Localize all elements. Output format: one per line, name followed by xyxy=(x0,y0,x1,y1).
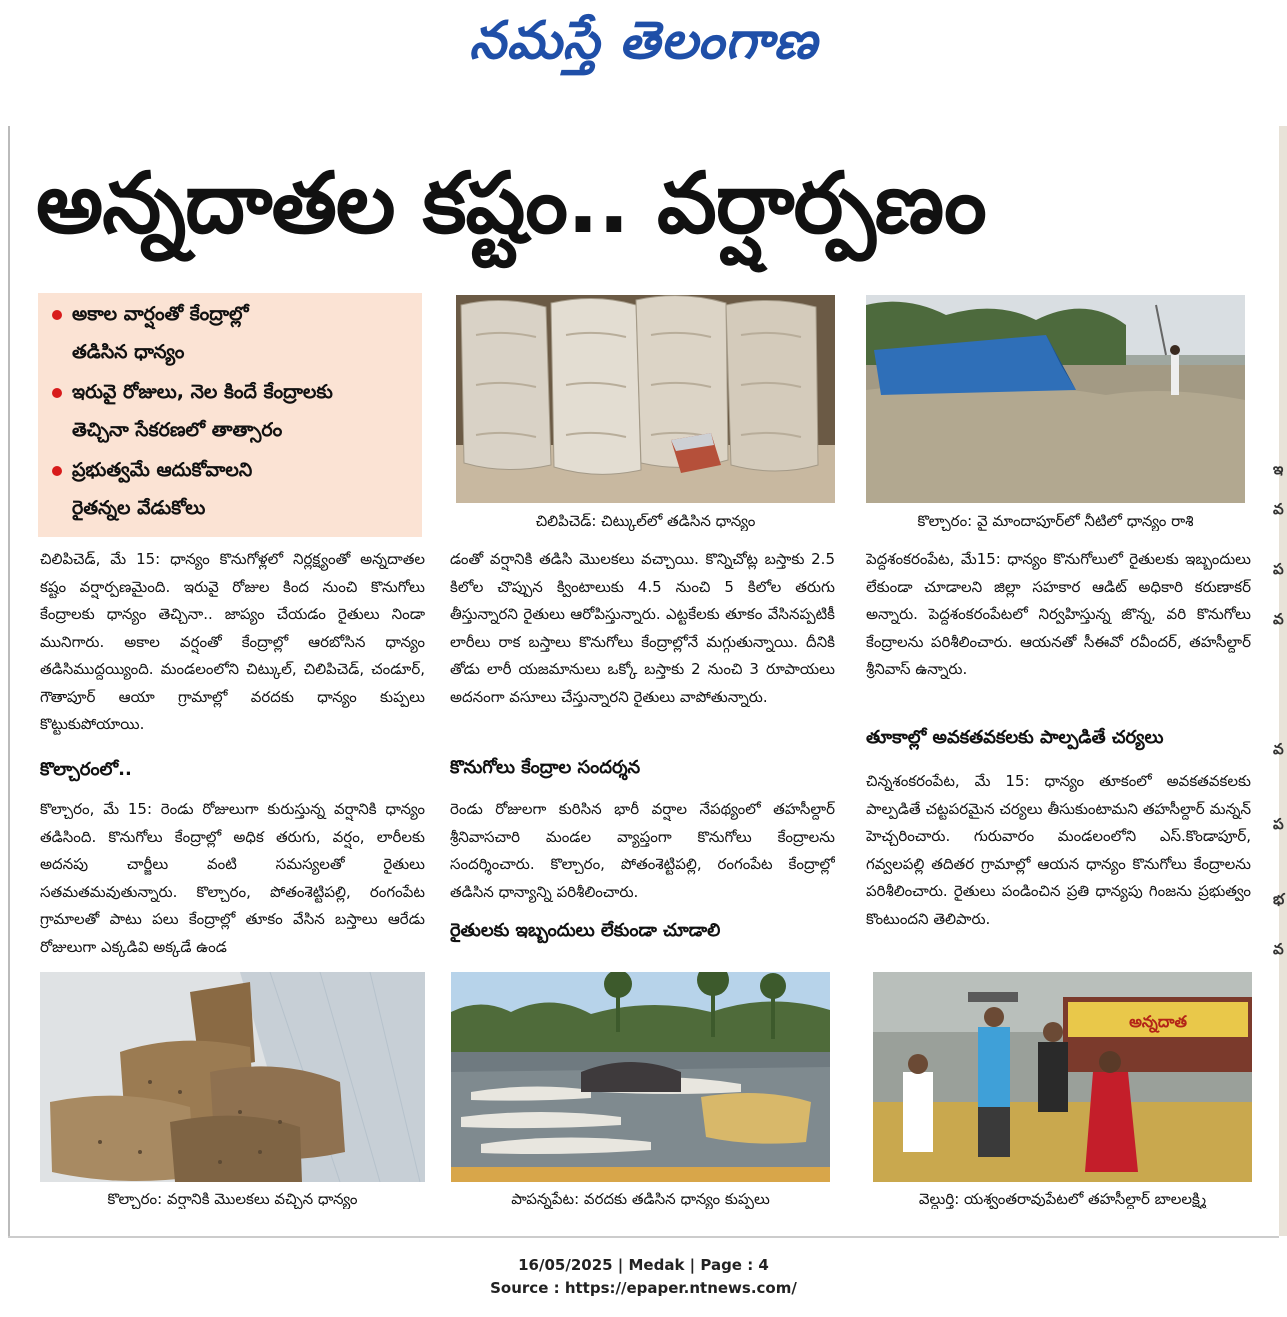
bullet-icon xyxy=(52,310,62,320)
article-col2-body: డంతో వర్షానికి తడిసి మొలకలు వచ్చాయి. కొన్నిచోట్ల బస్తాకు 2.5 కిలోల చొప్పున క్వింటాలుకు 4.5 నుంచి 5 కిలోల తరుగు తీస్తున్నారని రైతులు ఆరోపిస్తున్నారు. ఎట్టకేలకు తూకం వేసినప్పటికీ లారీలు రాక బస్తాలు కొనుగోలు కేంద్రాల్లోనే మగ్గుతున్నాయి. దీనికి తోడు లారీ యజమానులు ఒక్కో బస్తాకు 2 నుంచి 3 రూపాయలు అదనంగా వసూలు చేస్తున్నారని రైతులు వాపోతున్నారు. xyxy=(450,550,835,706)
bullet-icon xyxy=(52,388,62,398)
edge-letter: వ xyxy=(1273,610,1284,628)
photo-caption: కొల్చారం: వై మాందాపూర్‌లో నీటిలో ధాన్యం రాశి xyxy=(917,512,1194,530)
subheading: కొల్చారంలో.. xyxy=(40,759,132,780)
subheading: కొనుగోలు కేంద్రాల సందర్శన xyxy=(450,757,641,778)
highlights-box xyxy=(38,293,422,537)
edge-letter: ప xyxy=(1273,815,1284,833)
main-headline: అన్నదాతల కష్టం.. వర్షార్పణం xyxy=(36,154,986,252)
photo-flooded-grain xyxy=(866,295,1245,503)
article-col3-body: పెద్దశంకరంపేట, మే15: ధాన్యం కొనుగోలులో రైతులకు ఇబ్బందులు లేకుండా చూడాలని జిల్లా సహకార ఆడిట్ అధికారి కరుణాకర్ అన్నారు. పెద్దశంకరంపేటలో నిర్వహిస్తున్న జొన్న, వరి కొనుగోలు కేంద్రాలను పరిశీలించారు. ఆయనతో సీఈవో రవీందర్, తహసీల్దార్ శ్రీనివాస్ ఉన్నారు. xyxy=(866,550,1251,678)
photo-caption: కొల్చారం: వర్షానికి మొలకలు వచ్చిన ధాన్యం xyxy=(107,1190,358,1208)
edge-letter: భ xyxy=(1273,890,1285,908)
photo-sprouted-grain xyxy=(40,972,425,1182)
photo-grain-sacks xyxy=(456,295,835,503)
edge-letter: వ xyxy=(1273,740,1284,758)
photo-flood-heaps xyxy=(451,972,830,1182)
bullet-icon xyxy=(52,466,62,476)
adjacent-page-strip xyxy=(1279,126,1287,1236)
article-col3-body2: చిన్నశంకరంపేట, మే 15: ధాన్యం తూకంలో అవకతవకలకు పాల్పడితే చట్టపరమైన చర్యలు తీసుకుంటామని తహసీల్దార్ మన్నన్ హెచ్చరించారు. గురువారం మండలంలోని ఎస్.కొండాపూర్, గవ్వలపల్లి తదితర గ్రామాల్లో ఆయన ధాన్యం కొనుగోలు కేంద్రాలను పరిశీలించారు. రైతులు పండించిన ప్రతి ధాన్యపు గింజను ప్రభుత్వం కొంటుందని తెలిపారు. xyxy=(866,772,1251,928)
bottom-divider xyxy=(8,1236,1279,1238)
footer-date-edition: 16/05/2025 | Medak | Page : 4 xyxy=(518,1256,769,1274)
highlight-item: అకాల వార్షంతో కేంద్రాల్లో తడిసిన ధాన్యం xyxy=(54,295,414,371)
photo-tahsildar-visit xyxy=(873,972,1252,1182)
edge-letter: వ xyxy=(1273,940,1284,958)
highlight-item: ఇరువై రోజులు, నెల కిందే కేంద్రాలకు తెచ్చినా సేకరణలో తాత్సారం xyxy=(54,373,414,449)
masthead-logo: నమస్తే తెలంగాణ xyxy=(469,11,818,71)
article-col2-body2: రెండు రోజులగా కురిసిన భారీ వర్షాల నేపథ్యంలో తహసీల్దార్ శ్రీనివాసచారి మండల వ్యాప్తంగా కొనుగోలు కేంద్రాలను సందర్శించారు. కొల్చారం, పోతంశెట్టిపల్లి, రంగంపేట కేంద్రాల్లో తడిసిన ధాన్యాన్ని పరిశీలించారు. xyxy=(450,800,835,901)
truck-sign-text: అన్నదాత xyxy=(1129,1012,1187,1031)
article-col1-body: కొల్చారం, మే 15: రెండు రోజులుగా కురుస్తున్న వర్షానికి ధాన్యం తడిసింది. కొనుగోలు కేంద్రాల్లో అధిక తరుగు, వర్షం, లారీలకు అదనపు చార్జీలు వంటి సమస్యలతో రైతులు సతమతమవుతున్నారు. కొల్చారం, పోతంశెట్టిపల్లి, రంగంపేట గ్రామాలతో పాటు పలు కేంద్రాల్లో తూకం వేసిన బస్తాలు ఆరేడు రోజులుగా ఎక్కడివి అక్కడే ఉండ xyxy=(40,800,425,956)
article-col1-intro: చిలిపిచెడ్, మే 15: ధాన్యం కొనుగోళ్లలో నిర్లక్ష్యంతో అన్నదాతల కష్టం వర్షార్పణమైంది. ఇరువై రోజుల కింద నుంచి కొనుగోలు కేంద్రాలకు ధాన్యం తెచ్చినా.. జాప్యం చేయడం రైతులు నిండా మునిగారు. అకాల వర్షంతో కేంద్రాల్లో ఆరబోసిన ధాన్యం తడిసిముద్దయ్యింది. మండలంలోని చిట్కుల్, చిలిపిచెడ్, చండూర్, గౌతాపూర్ ఆయా గ్రామాల్లో వరదకు ధాన్యం కుప్పలు కొట్టుకుపోయాయి. xyxy=(40,550,425,733)
edge-letter: వ xyxy=(1273,500,1284,518)
subheading: తూకాల్లో అవకతవకలకు పాల్పడితే చర్యలు xyxy=(866,727,1164,748)
subheading: రైతులకు ఇబ్బందులు లేకుండా చూడాలి xyxy=(450,920,721,941)
page-frame-left xyxy=(8,126,10,1236)
footer-source-link[interactable]: Source : https://epaper.ntnews.com/ xyxy=(490,1279,797,1297)
highlight-item: ప్రభుత్వమే ఆదుకోవాలని రైతన్నల వేడుకోలు xyxy=(54,451,414,527)
photo-caption: వెల్దుర్తి: యశ్వంతరావుపేటలో తహసీల్దార్ బాలలక్ష్మి xyxy=(918,1190,1207,1208)
photo-caption: చిలిపిచెడ్: చిట్కుల్‌లో తడిసిన ధాన్యం xyxy=(535,512,756,530)
photo-caption: పాపన్నపేట: వరదకు తడిసిన ధాన్యం కుప్పలు xyxy=(511,1190,770,1208)
edge-letter: ఇ xyxy=(1273,460,1284,478)
edge-letter: ప xyxy=(1273,560,1284,578)
